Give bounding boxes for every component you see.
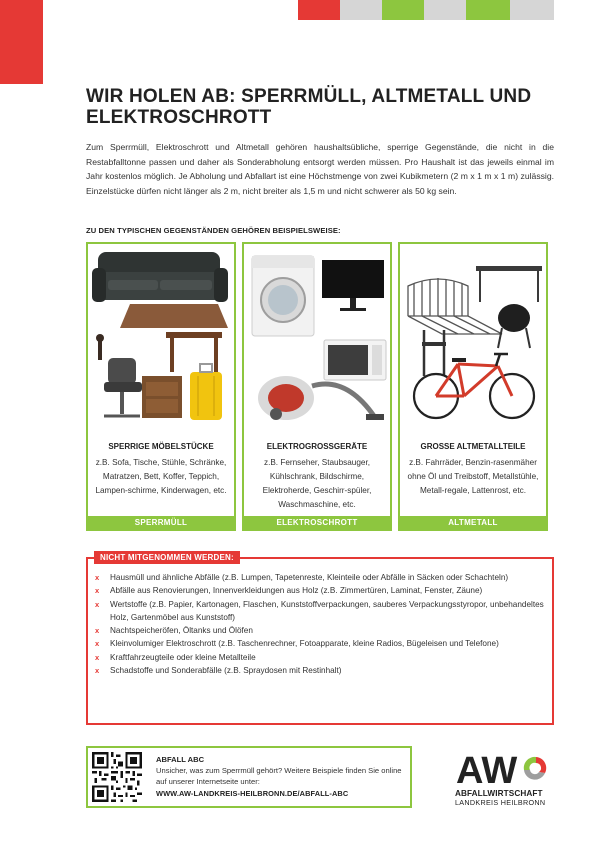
card-category: GROSSE ALTMETALLTEILE	[420, 442, 526, 451]
x-bullet-icon: x	[95, 626, 100, 636]
x-bullet-icon: x	[95, 586, 100, 596]
x-bullet-icon: x	[95, 639, 100, 649]
top-bar-green-1	[382, 0, 424, 20]
card-elektroschrott	[242, 242, 392, 531]
logo-line-1: ABFALLWIRTSCHAFT	[455, 789, 543, 798]
list-item: x Schadstoffe und Sonderabfälle (z.B. Spraydosen mit Restinhalt)	[94, 664, 549, 677]
list-item: x Wertstoffe (z.B. Papier, Kartonagen, Flaschen, Kunststoffverpackungen, sauberes Verpackungsstyropor, unbehandeltes Holz, Gartenmöbel aus Kunststoff)	[95, 599, 544, 622]
list-item: x Kleinvolumiger Elektroschrott (z.B. Taschenrechner, Fotoapparate, kleine Radios, Bügeleisen und Telefone)	[94, 637, 549, 650]
card-category: SPERRIGE MÖBELSTÜCKE	[108, 442, 214, 451]
intro-text: Zum Sperrmüll, Elektroschrott und Altmetall gehören haushaltsübliche, sperrige Gegenstände, die nicht in die Restabfalltonne passen und daher als Sonderabholung entsorgt werden müssen. Pro Haushalt ist das jeweils einmal im Jahr kostenlos möglich. Je Abholung und Abfallart ist eine Höchstmenge von zwei Kubikmetern (2 m x 1 m x 1 m) zulässig. Einzelstücke dürfen nicht länger als 2 m, nicht breiter als 1,5 m und nicht schwerer als 50 kg sein.	[86, 142, 554, 196]
page-title: WIR HOLEN AB: SPERRMÜLL, ALTMETALL UND ELEKTROSCHROTT	[86, 86, 532, 128]
list-item: x Abfälle aus Renovierungen, Innenverkleidungen aus Holz (z.B. Zimmertüren, Laminat, Fenster, Zäune)	[94, 584, 549, 597]
top-bar-red	[298, 0, 340, 20]
furniture-collage-icon	[90, 246, 232, 436]
top-bar-green-2	[466, 0, 510, 20]
list-item: x Nachtspeicheröfen, Öltanks und Ölöfen	[94, 624, 549, 637]
top-bar-grey-1	[340, 0, 382, 20]
list-item: x Hausmüll und ähnliche Abfälle (z.B. Lumpen, Tapetenreste, Kleinteile oder Abfälle in Säcken oder Schachteln)	[94, 571, 549, 584]
top-bar-grey-3	[510, 0, 554, 20]
card-footer-label: ELEKTROSCHROTT	[244, 516, 390, 529]
card-footer-label: ALTMETALL	[400, 516, 546, 529]
top-bar-grey-2	[424, 0, 466, 20]
card-examples: z.B. Fernseher, Staubsauger, Kühlschrank, Bildschirme, Elektroherde, Geschirr-spüler, Waschmaschine, etc.	[262, 458, 372, 509]
not-collected-label: NICHT MITGENOMMEN WERDEN:	[94, 551, 240, 564]
abfall-abc-title: ABFALL ABC	[156, 755, 205, 764]
abfall-abc-text: Unsicher, was zum Sperrmüll gehört? Weitere Beispiele finden Sie online auf unserer Internetseite unter:	[156, 766, 402, 786]
list-item: x Kraftfahrzeugteile oder kleine Metallteile	[94, 651, 549, 664]
qr-code-icon[interactable]	[92, 752, 142, 802]
logo-line-2: LANDKREIS HEILBRONN	[455, 798, 546, 807]
card-category: ELEKTROGROSSGERÄTE	[266, 442, 368, 451]
examples-subheading: ZU DEN TYPISCHEN GEGENSTÄNDEN GEHÖREN BEISPIELSWEISE:	[86, 226, 341, 235]
x-bullet-icon: x	[95, 599, 100, 609]
not-collected-box	[86, 553, 554, 725]
card-sperrmuell	[86, 242, 236, 531]
appliances-collage-icon	[246, 246, 388, 436]
card-footer-label: SPERRMÜLL	[88, 516, 234, 529]
metal-items-collage-icon	[402, 246, 544, 436]
x-bullet-icon: x	[95, 652, 100, 662]
x-bullet-icon: x	[95, 573, 100, 582]
abfall-abc-link[interactable]: WWW.AW-LANDKREIS-HEILBRONN.DE/ABFALL-ABC	[156, 789, 349, 798]
x-bullet-icon: x	[95, 666, 100, 676]
abfall-abc-box	[86, 746, 412, 808]
corner-red-block	[0, 0, 43, 84]
card-examples: z.B. Sofa, Tische, Stühle, Schränke, Matratzen, Bett, Koffer, Teppich, Lampen-schirme, Kinderwagen, etc.	[95, 458, 227, 495]
logo-mark: AW	[456, 750, 518, 792]
card-altmetall	[398, 242, 548, 531]
card-examples: z.B. Fahrräder, Benzin-rasenmäher ohne Öl und Treibstoff, Metallstühle, Metall-regale, Lattenrost, etc.	[407, 458, 539, 495]
not-collected-list	[94, 571, 549, 677]
